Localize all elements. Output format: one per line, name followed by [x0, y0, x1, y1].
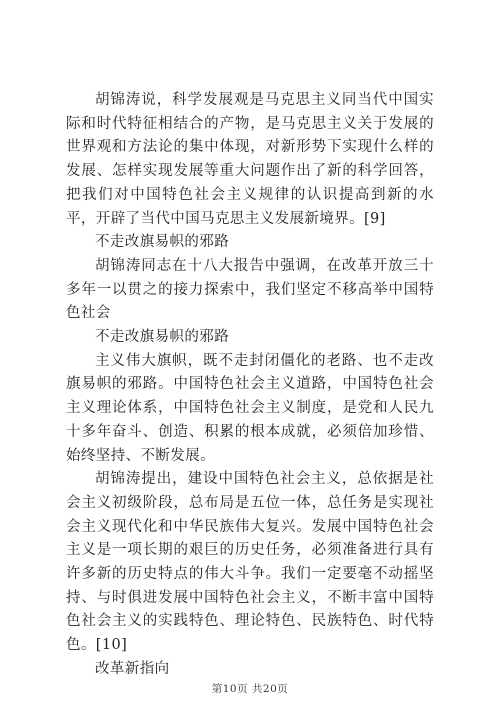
paragraph-great-banner: 主义伟大旗帜，既不走封闭僵化的老路、也不走改旗易帜的邪路。中国特色社会主义道路，中国特色社会主义理论体系，中国特色社会主义制度，是党和人民九十多年奋斗、创造、积累的根本成就，必须倍加珍惜、始终坚持、不断发展。 — [66, 352, 434, 464]
page-footer: 第10页 共20页 — [211, 683, 289, 695]
paragraph-eighteenth-congress: 胡锦涛同志在十八大报告中强调，在改革开放三十多年一以贯之的接力探索中，我们坚定不移高举中国特色社会 — [66, 257, 434, 322]
section-heading-no-wrong-path: 不走改旗易帜的邪路 — [95, 234, 230, 251]
section-heading-reform-direction: 改革新指向 — [95, 660, 170, 677]
paragraph-building-socialism: 胡锦涛提出，建设中国特色社会主义，总依据是社会主义初级阶段，总布局是五位一体，总任务是实现社会主义现代化和中华民族伟大复兴。发展中国特色社会主义是一项长期的艰巨的历史任务，必须准备进行具有许多新的历史特点的伟大斗争。我们一定要毫不动摇坚持、与时俱进发展中国特色社会主义，不断丰富中国特色社会主义的实践特色、理论特色、民族特色、时代特色。[10] — [66, 471, 434, 654]
document-body — [66, 89, 434, 682]
section-heading-no-wrong-path-repeat: 不走改旗易帜的邪路 — [95, 329, 230, 346]
paragraph-scientific-development: 胡锦涛说，科学发展观是马克思主义同当代中国实际和时代特征相结合的产物，是马克思主义关于发展的世界观和方法论的集中体现，对新形势下实现什么样的发展、怎样实现发展等重大问题作出了新的科学回答，把我们对中国特色社会主义规律的认识提高到新的水平，开辟了当代中国马克思主义发展新境界。[9] — [66, 92, 434, 227]
